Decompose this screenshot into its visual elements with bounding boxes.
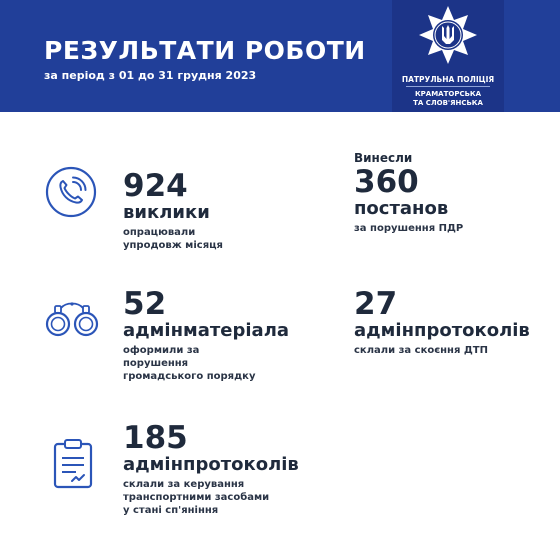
period-subtitle: за період з 01 до 31 грудня 2023 [44,69,257,82]
stat-calls [123,170,223,252]
logo-name: ПАТРУЛЬНА ПОЛІЦІЯ [401,75,495,84]
desc-line: транспортними засобами [123,492,270,503]
stat-number: 924 [123,168,188,204]
desc-line: за порушення ПДР [354,223,464,234]
stat-number: 27 [354,286,398,322]
desc-line: склали за скоєння ДТП [354,345,488,356]
stat-dtp-protocols [354,288,530,357]
stat-word: виклики [123,202,210,223]
logo-divider [406,86,490,87]
clipboard-icon [52,438,94,490]
logo-place-line1: КРАМАТОРСЬКА [414,90,482,98]
desc-line: опрацювали [123,227,196,238]
police-logo-panel [392,0,504,112]
police-star-icon [419,6,477,64]
stat-description [354,222,463,235]
stat-description [123,478,299,517]
header-banner [0,0,560,112]
stat-prefix: Винесли [354,151,413,165]
logo-place [392,90,504,108]
stat-description [123,344,289,383]
desc-line: громадського порядку [123,371,256,382]
page-title: РЕЗУЛЬТАТИ РОБОТИ [44,36,366,65]
handcuffs-icon [44,300,100,340]
stat-number: 360 [354,164,419,200]
desc-line: упродовж місяця [123,240,223,251]
stat-word: постанов [354,198,449,219]
desc-line: оформили за [123,345,200,356]
stat-word: адмінпротоколів [123,454,299,475]
stat-word: адмінматеріала [123,320,290,341]
stat-adminmaterials [123,288,289,383]
phone-icon [44,165,98,219]
desc-line: у стані сп'яніння [123,505,219,516]
stat-decisions [354,151,463,235]
stat-drunk-driving [123,422,299,517]
stat-description [123,226,223,252]
desc-line: порушення [123,358,189,369]
desc-line: склали за керування [123,479,245,490]
trident-icon [442,25,454,44]
logo-place-line2: ТА СЛОВ'ЯНСЬКА [413,99,483,107]
stat-word: адмінпротоколів [354,320,530,341]
stat-number: 185 [123,420,188,456]
stat-description [354,344,530,357]
stat-number: 52 [123,286,167,322]
